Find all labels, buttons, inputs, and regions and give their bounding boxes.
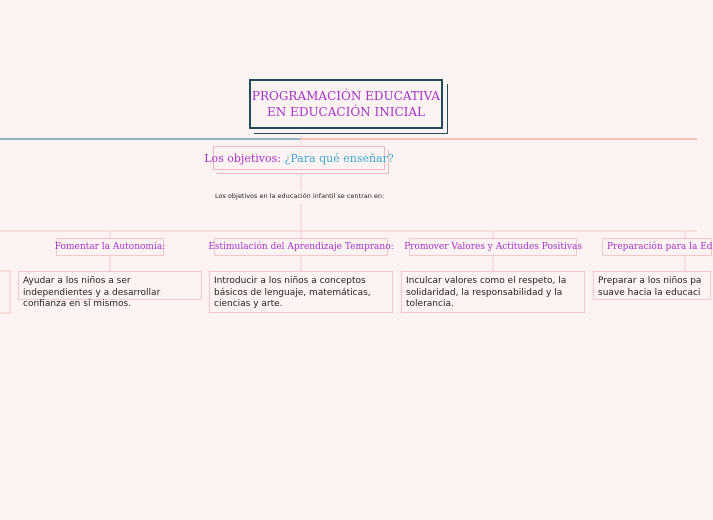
branch-description-autonomy[interactable]: Ayudar a los niños a ser independientes y a desarrollar confianza en sí mismos. bbox=[18, 271, 202, 300]
objectives-question: ¿Para qué enseñar? bbox=[284, 151, 394, 165]
root-title-line-2: EN EDUCACIÓN INICIAL bbox=[266, 105, 426, 119]
branch-title-autonomy[interactable]: Fomentar la Autonomía: bbox=[56, 238, 164, 256]
objectives-intro-text[interactable]: Los objetivos en la educación infantil se centran en: bbox=[215, 192, 385, 200]
objectives-topic-box[interactable] bbox=[204, 146, 394, 170]
objectives-label: Los objetivos: bbox=[204, 151, 281, 165]
branch-title-early-learning[interactable]: Estimulación del Aprendizaje Temprano: bbox=[214, 238, 388, 256]
branch-description-early-learning[interactable]: Introducir a los niños a conceptos básicos de lenguaje, matemáticas, ciencias y arte. bbox=[209, 271, 393, 313]
branch-title-preparation[interactable]: Preparación para la Ed bbox=[602, 238, 712, 256]
root-topic-box[interactable] bbox=[249, 79, 443, 129]
root-title-line-1: PROGRAMACIÓN EDUCATIVA bbox=[251, 89, 441, 103]
branch-title-values[interactable]: Promover Valores y Actitudes Positivas bbox=[409, 238, 577, 256]
branch-description-values[interactable]: Inculcar valores como el respeto, la solidaridad, la responsabilidad y la tolerancia. bbox=[401, 271, 585, 313]
offscreen-left-description-box bbox=[0, 271, 10, 313]
branch-description-preparation[interactable]: Preparar a los niños pa suave hacia la educaci bbox=[593, 271, 711, 300]
